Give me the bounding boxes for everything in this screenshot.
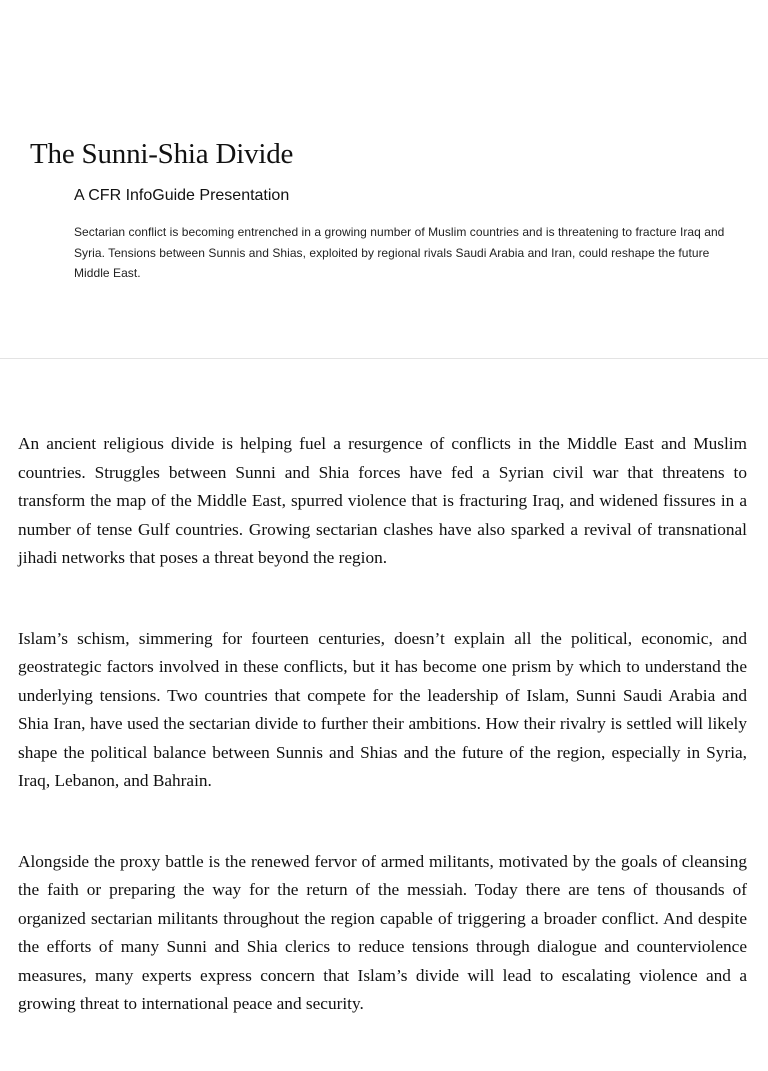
body-paragraph-1: An ancient religious divide is helping fuel a resurgence of conflicts in the Middle East and Muslim countries. Struggles between Sunni and Shia forces have fed a Syrian civil war that threatens to transform the map of the Middle East, spurred violence that is fracturing Iraq, and widened fissures in a number of tense Gulf countries. Growing sectarian clashes have also sparked a revival of transnational jihadi networks that poses a threat beyond the region. [18,434,747,567]
article-body [18,430,747,1071]
page-subtitle: A CFR InfoGuide Presentation [74,187,290,204]
summary-text: Sectarian conflict is becoming entrenched in a growing number of Muslim countries and is threatening to fracture Iraq and Syria. Tensions between Sunnis and Shias, exploited by regional rivals Saudi Arabia and Iran, could reshape the future Middle East. [74,225,725,280]
page-title: The Sunni-Shia Divide [30,138,294,170]
body-paragraph-3: Alongside the proxy battle is the renewed fervor of armed militants, motivated by the goals of cleansing the faith or preparing the way for the return of the messiah. Today there are tens of thousands of organized sectarian militants throughout the region capable of triggering a broader conflict. And despite the efforts of many Sunni and Shia clerics to reduce tensions through dialogue and counterviolence measures, many experts express concern that Islam’s divide will lead to escalating violence and a growing threat to international peace and security. [18,851,747,1013]
page-header [0,0,768,359]
body-paragraph-2: Islam’s schism, simmering for fourteen centuries, doesn’t explain all the political, economic, and geostrategic factors involved in these conflicts, but it has become one prism by which to understand the underlying tensions. Two countries that compete for the leadership of Islam, Sunni Saudi Arabia and Shia Iran, have used the sectarian divide to further their ambitions. How their rivalry is settled will likely shape the political balance between Sunnis and Shias and the future of the region, especially in Syria, Iraq, Lebanon, and Bahrain. [18,628,747,790]
